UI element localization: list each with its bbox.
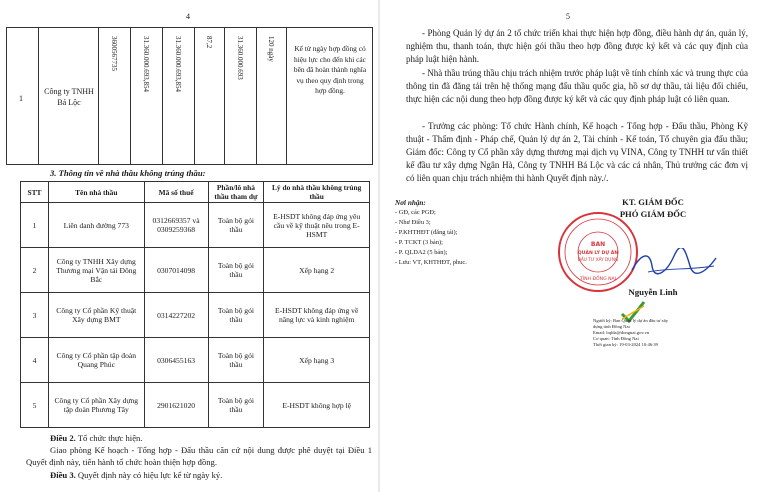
paragraph-project-management: - Phòng Quản lý dự án 2 tổ chức triển khai thực hiện hợp đồng, điều hành dự án, quản lý, nghiệm thu, thanh toán, thực hiện gói thầu theo hợp đồng được ký kết và các quy định của pháp luật hiện hành. <box>406 28 748 64</box>
paragraph-execution: - Trưởng các phòng: Tổ chức Hành chính, Kế hoạch - Tổng hợp - Đấu thầu, Phòng Kỹ thuật - Thẩm định - Pháp chế, Quản lý dự án 2, Tài chính - Kế toán, Tổ chuyên gia đấu thầu; Giám đốc: Công ty Cổ phần xây dựng thương mại dịch vụ VINA, Công ty TNHH tư vấn thiết kế đầu tư xây dựng Ngân Hà, Công ty TNHH Bá Lộc và các cá nhân, Thủ trưởng các đơn vị có liên quan chịu trách nhiệm thi hành Quyết định này./. <box>406 121 748 183</box>
table-row: 5 Công ty Cổ phần Xây dựng tập đoàn Phương Tây 2901621020 Toàn bộ gói thầu E-HSDT không hợp lệ <box>21 383 370 428</box>
losing-bidders-table <box>20 181 370 428</box>
paragraph-bidder-responsibility: - Nhà thầu trúng thầu chịu trách nhiệm trước pháp luật về tính chính xác và trung thực của thông tin đã đăng tải trên hệ thống mạng đấu thầu quốc gia, hồ sơ dự thầu, tài liệu đối chiếu, thực hiện các nội dung theo hợp đồng được ký kết và các quy định pháp luật có liên quan. <box>406 68 748 104</box>
article-2-heading: Điều 2. Tổ chức thực hiện. <box>50 433 143 443</box>
svg-text:ĐẦU TƯ XÂY DỰNG: ĐẦU TƯ XÂY DỰNG <box>577 257 619 262</box>
signer-name: Nguyễn Linh <box>628 287 678 297</box>
page-number: 5 <box>566 12 570 21</box>
table-row: 4 Công ty Cổ phần tập đoàn Quang Phúc 0306455163 Toàn bộ gói thầu Xếp hạng 3 <box>21 338 370 383</box>
svg-text:TỈNH ĐỒNG NAI: TỈNH ĐỒNG NAI <box>579 277 617 282</box>
recipient-item: - Như Điều 3; <box>395 219 431 226</box>
stt-cell: 1 <box>7 28 39 164</box>
recipient-item: - P.KHTHĐT (đăng tải); <box>395 229 458 236</box>
left-page <box>0 0 378 492</box>
value-cell: 31.360.000.693,854 <box>131 28 163 164</box>
article-3: Điều 3. Quyết định này có hiệu lực kể từ ngày ký. <box>50 470 223 480</box>
sign-title: KT. GIÁM ĐỐC <box>622 197 684 207</box>
section-3-title: 3. Thông tin về nhà thầu không trúng thầu: <box>50 168 206 178</box>
table-header-row <box>21 182 370 203</box>
table-row: 1 Liên danh đường 773 0312669357 và 0309259368 Toàn bộ gói thầu E-HSDT không đáp ứng yêu cầu về kỹ thuật nêu trong E-HSMT <box>21 203 370 248</box>
winning-bidder-table <box>6 27 373 165</box>
svg-text:BAN: BAN <box>590 241 606 248</box>
header-reason: Lý do nhà thầu không trúng thầu <box>264 182 370 203</box>
score-cell: 87,2 <box>195 28 225 164</box>
value-cell: 31.360.000.693 <box>225 28 257 164</box>
table-row: 3 Công ty Cổ phần Kỹ thuật Xây dựng BMT 0314227202 Toàn bộ gói thầu E-HSDT không đáp ứng về năng lực và kinh nghiệm <box>21 293 370 338</box>
tax-code-cell: 3600567735 <box>99 28 131 164</box>
bidder-name-cell: Công ty TNHH Bá Lộc <box>39 28 99 164</box>
page-number: 4 <box>186 12 190 21</box>
digital-signature-info: Người ký: Ban Quản lý dự án đầu tư xây dựng tỉnh Đồng Nai Email: bqlda@dongnai.gov.vn Cơ quan: Tỉnh Đồng Nai Thời gian ký: 19-03-2024 10:46:39 <box>593 318 669 347</box>
duration-cell: 120 ngày <box>257 28 287 164</box>
table-row: 2 Công ty TNHH Xây dựng Thương mại Vận tải Đông Bắc 0307014098 Toàn bộ gói thầu Xếp hạng 2 <box>21 248 370 293</box>
validity-cell: Kể từ ngày hợp đồng có hiệu lực cho đến khi các bên đã hoàn thành nghĩa vụ theo quy định trong hợp đồng. <box>293 44 367 95</box>
recipient-item: - GĐ, các PGĐ; <box>395 209 436 216</box>
sign-subtitle: PHÓ GIÁM ĐỐC <box>619 209 687 219</box>
recipients-list: Nơi nhận: - GĐ, các PGĐ; - Như Điều 3; - P.KHTHĐT (đăng tải); - P. TCKT (3 bản); - P. QLDA2 (5 bản); - Lưu: VT, KHTHĐT, phuc. <box>395 199 467 266</box>
recipient-item: - Lưu: VT, KHTHĐT, phuc. <box>395 259 467 266</box>
header-part: Phần/lô nhà thầu tham dự <box>208 182 264 203</box>
handwritten-signature-icon <box>628 248 720 278</box>
recipient-item: - P. TCKT (3 bản); <box>395 239 443 246</box>
header-tax: Mã số thuế <box>144 182 208 203</box>
header-name: Tên nhà thầu <box>48 182 144 203</box>
svg-text:QUẢN LÝ DỰ ÁN: QUẢN LÝ DỰ ÁN <box>577 251 619 256</box>
value-cell: 31.360.000.693,854 <box>163 28 195 164</box>
recipient-item: - P. QLDA2 (5 bản); <box>395 249 448 256</box>
header-stt: STT <box>21 182 49 203</box>
article-2-body: Giao phòng Kế hoạch - Tổng hợp - Đấu thầu căn cứ nội dung được phê duyệt tại Điều 1 Quyết định này, tiến hành tổ chức hoàn thiện hợp đồng. <box>26 445 372 467</box>
